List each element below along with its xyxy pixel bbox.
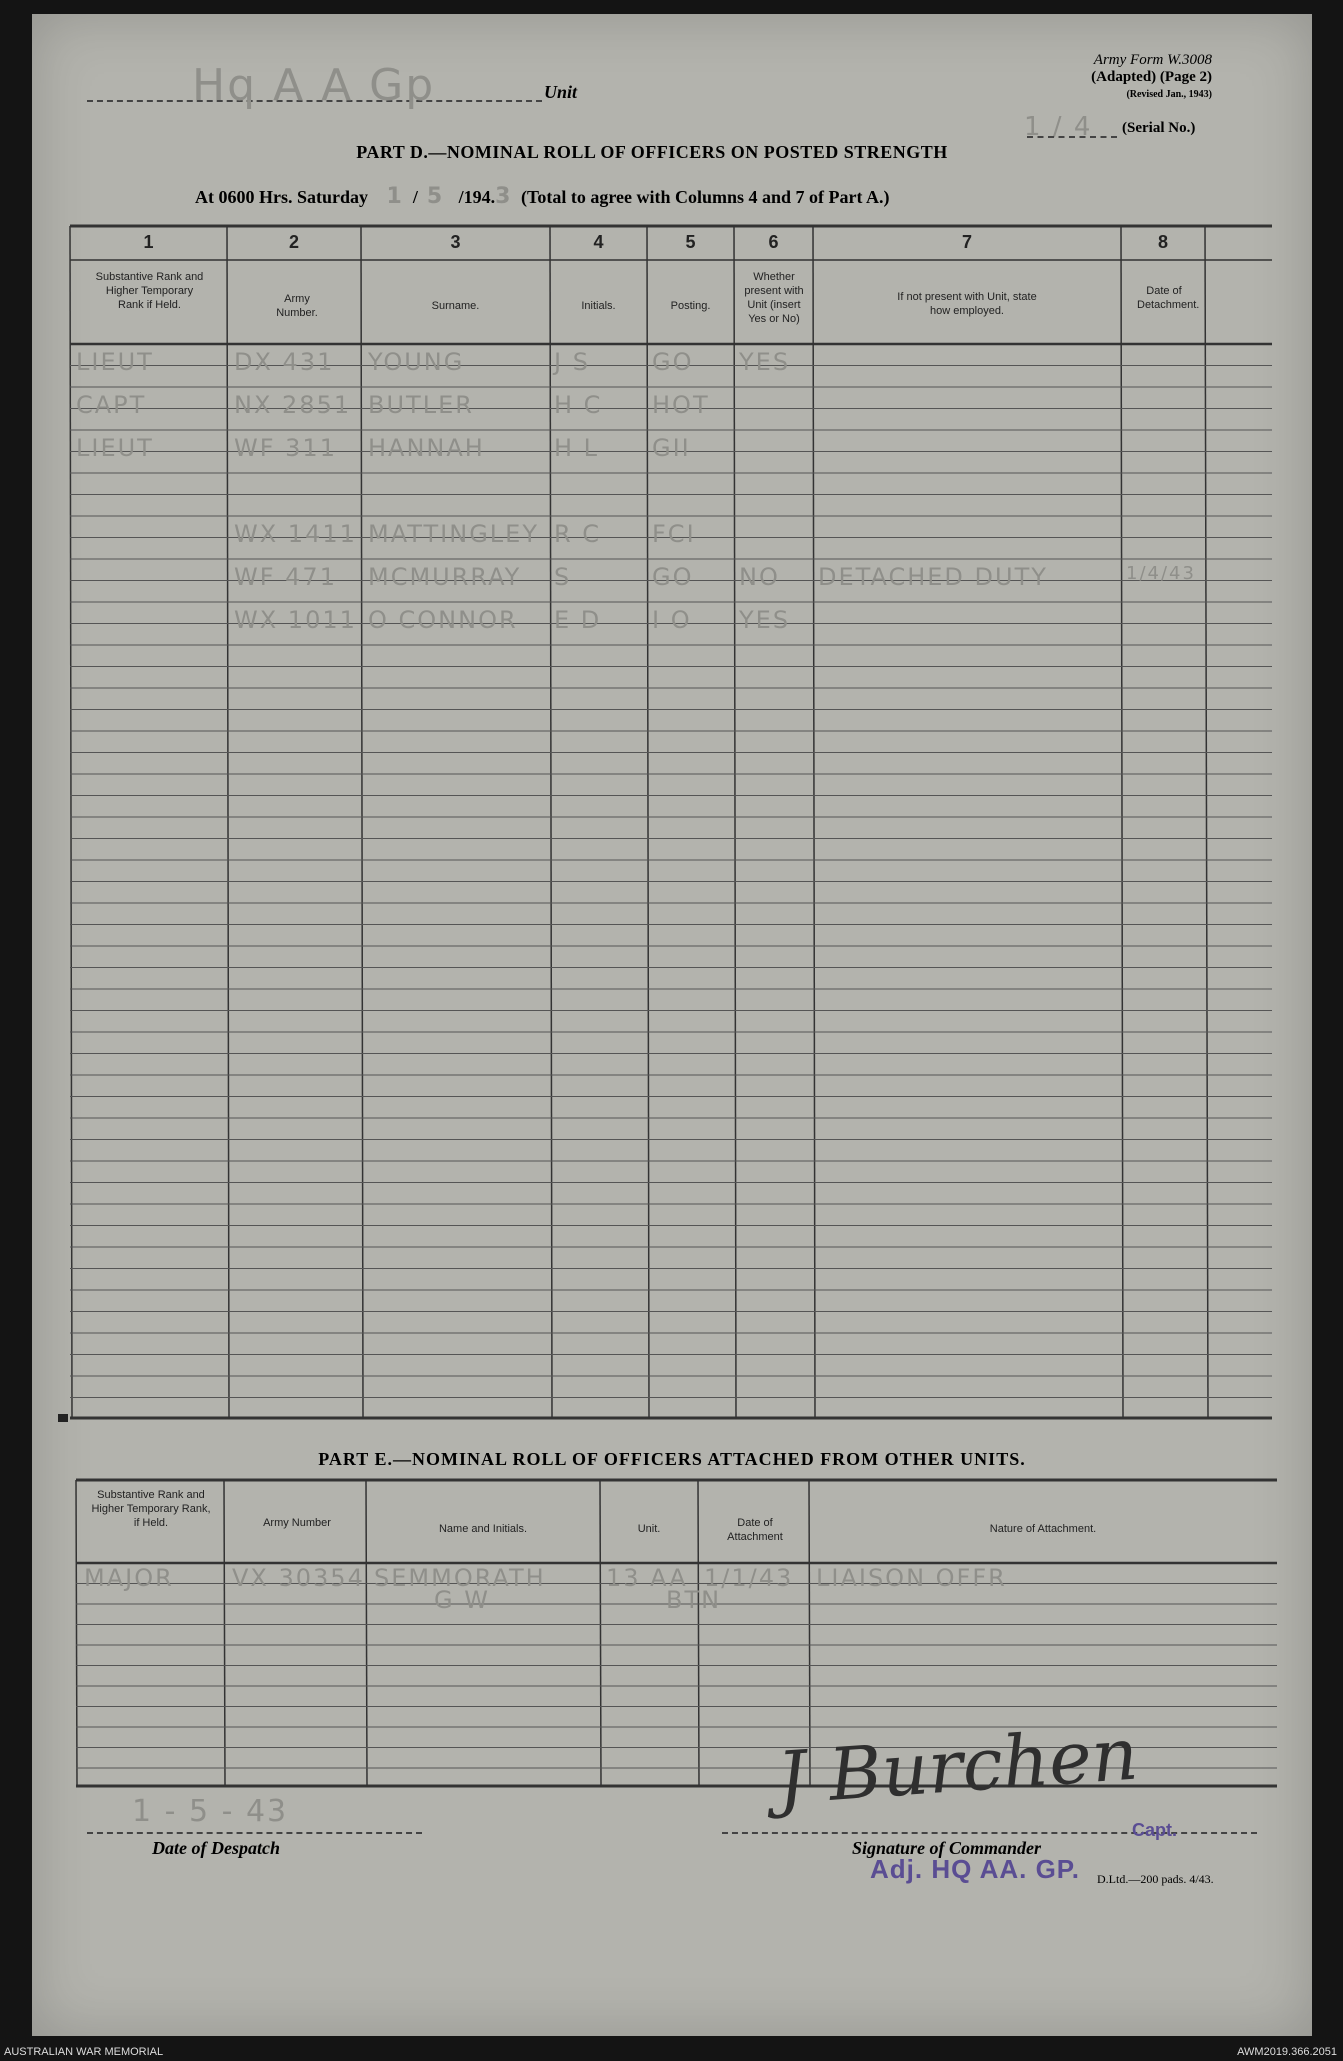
part-e-cell: BTN	[666, 1586, 722, 1614]
col-number-6: 6	[768, 232, 779, 252]
part-d-cell: CAPT	[76, 391, 147, 419]
part-d-cell: YOUNG	[368, 348, 465, 376]
archive-right: AWM2019.366.2051	[1237, 2046, 1337, 2058]
printer-note: D.Ltd.—200 pads. 4/43.	[1097, 1872, 1214, 1886]
part-d-cell: WX 1011	[234, 606, 357, 634]
part-d-cell: GO	[652, 563, 694, 591]
col-header-present: Whether present with Unit (insert Yes or No)	[744, 271, 804, 325]
e-col-header-rank: Substantive Rank and Higher Temporary Rank, if Held.	[91, 1489, 211, 1529]
part-d-cell: FCI	[652, 520, 696, 548]
part-e-cell: LIAISON OFFR	[816, 1564, 1007, 1592]
part-d-cell: O CONNOR	[368, 606, 518, 634]
part-d-cell: WX 1411	[234, 520, 357, 548]
serial-handwritten: 1 / 4	[1024, 112, 1093, 142]
col-number-5: 5	[685, 232, 696, 252]
part-d-cell: YES	[739, 348, 791, 376]
form-line3: (Revised Jan., 1943)	[1126, 89, 1212, 100]
unit-handwritten: Hq A A Gp	[192, 60, 436, 111]
part-d-cell: DETACHED DUTY	[818, 563, 1048, 591]
part-e-cell: SEMMORATH	[374, 1564, 546, 1592]
col-header-rank: Substantive Rank and Higher Temporary Rank if Held.	[95, 271, 204, 311]
col-number-1: 1	[143, 232, 154, 252]
part-d-cell: NX 2851	[234, 391, 352, 419]
part-d-cell: E D	[554, 606, 602, 634]
unit-label: Unit	[544, 82, 578, 102]
serial-label: (Serial No.)	[1122, 120, 1196, 136]
part-d-cell: BUTLER	[368, 391, 474, 419]
subtitle-suffix: (Total to agree with Columns 4 and 7 of Part A.)	[520, 187, 890, 207]
part-d-cell: MATTINGLEY	[368, 520, 539, 548]
part-d-cell: 1/4/43	[1126, 563, 1196, 584]
part-d-cell: WF 471	[234, 563, 337, 591]
stamp-unit: Adj. HQ AA. GP.	[870, 1854, 1081, 1884]
part-d-cell: J S	[554, 348, 590, 376]
col-header-posting: Posting.	[670, 300, 711, 312]
despatch-date-hand: 1 - 5 - 43	[132, 1794, 289, 1829]
subtitle-prefix: At 0600 Hrs. Saturday	[195, 187, 369, 207]
e-col-header-name: Name and Initials.	[438, 1523, 528, 1535]
part-d-cell: LIEUT	[76, 348, 154, 376]
e-col-header-nature: Nature of Attachment.	[989, 1523, 1097, 1535]
e-col-header-unit: Unit.	[637, 1523, 661, 1535]
col-number-8: 8	[1157, 232, 1168, 252]
date-hand-month: 5	[426, 184, 445, 209]
col-number-3: 3	[450, 232, 461, 252]
stamp-capt: Capt.	[1132, 1820, 1177, 1840]
year-prefix: /194.	[458, 187, 496, 207]
col-header-initials: Initials.	[581, 300, 616, 312]
part-d-subtitle: At 0600 Hrs. Saturday 1 / 5 /194.3 (Total to agree with Columns 4 and 7 of Part A.)	[195, 184, 890, 209]
part-e-cell: MAJOR	[84, 1564, 174, 1592]
year-hand: 3	[495, 184, 511, 209]
date-hand-day: 1	[386, 184, 404, 209]
col-number-4: 4	[593, 232, 604, 252]
part-e-cell: 13 AA	[606, 1564, 688, 1592]
despatch-label: Date of Despatch	[152, 1838, 280, 1858]
col-number-7: 7	[961, 232, 972, 252]
part-d-title: PART D.—NOMINAL ROLL OF OFFICERS ON POSTED STRENGTH	[356, 142, 948, 162]
part-d-cell: WF 311	[234, 434, 337, 462]
part-d-cell: DX 431	[234, 348, 335, 376]
part-d-cell: YES	[739, 606, 791, 634]
form-page	[32, 14, 1312, 2036]
part-d-cell: NO	[739, 563, 780, 591]
part-d-cell: LIEUT	[76, 434, 154, 462]
part-d-cell: R C	[554, 520, 602, 548]
col-number-2: 2	[288, 232, 299, 252]
part-d-cell: MCMURRAY	[368, 563, 522, 591]
part-e-cell: G W	[434, 1586, 490, 1614]
signature-hand: J Burchen	[774, 1711, 1141, 1821]
part-d-cell: HOT	[652, 391, 710, 419]
part-d-cell: I O	[652, 606, 692, 634]
col-header-army-number: Army Number.	[276, 293, 318, 319]
form-line1: Army Form W.3008	[1093, 52, 1212, 68]
e-col-header-date: Date of Attachment	[727, 1517, 783, 1543]
part-d-cell: HANNAH	[368, 434, 485, 462]
despatch-line	[87, 1832, 422, 1834]
e-col-header-army-number: Army Number	[263, 1517, 331, 1529]
part-d-cell: GO	[652, 348, 694, 376]
part-d-cell: H L	[554, 434, 600, 462]
col-header-surname: Surname.	[431, 300, 480, 312]
col-header-employed: If not present with Unit, state how employed.	[897, 291, 1037, 317]
form-line2: (Adapted) (Page 2)	[1091, 69, 1212, 85]
signature-label: Signature of Commander	[852, 1838, 1042, 1858]
part-e-title: PART E.—NOMINAL ROLL OF OFFICERS ATTACHED FROM OTHER UNITS.	[318, 1449, 1026, 1469]
part-d-cell: S	[554, 563, 572, 591]
col-header-detachment: Date of Detachment.	[1137, 285, 1200, 311]
part-e-cell: 1/1/43	[704, 1564, 794, 1592]
part-e-cell: VX 30354	[232, 1564, 365, 1592]
part-d-cell: H C	[554, 391, 603, 419]
part-d-cell: GII	[652, 434, 691, 462]
archive-left: AUSTRALIAN WAR MEMORIAL	[4, 2046, 164, 2058]
